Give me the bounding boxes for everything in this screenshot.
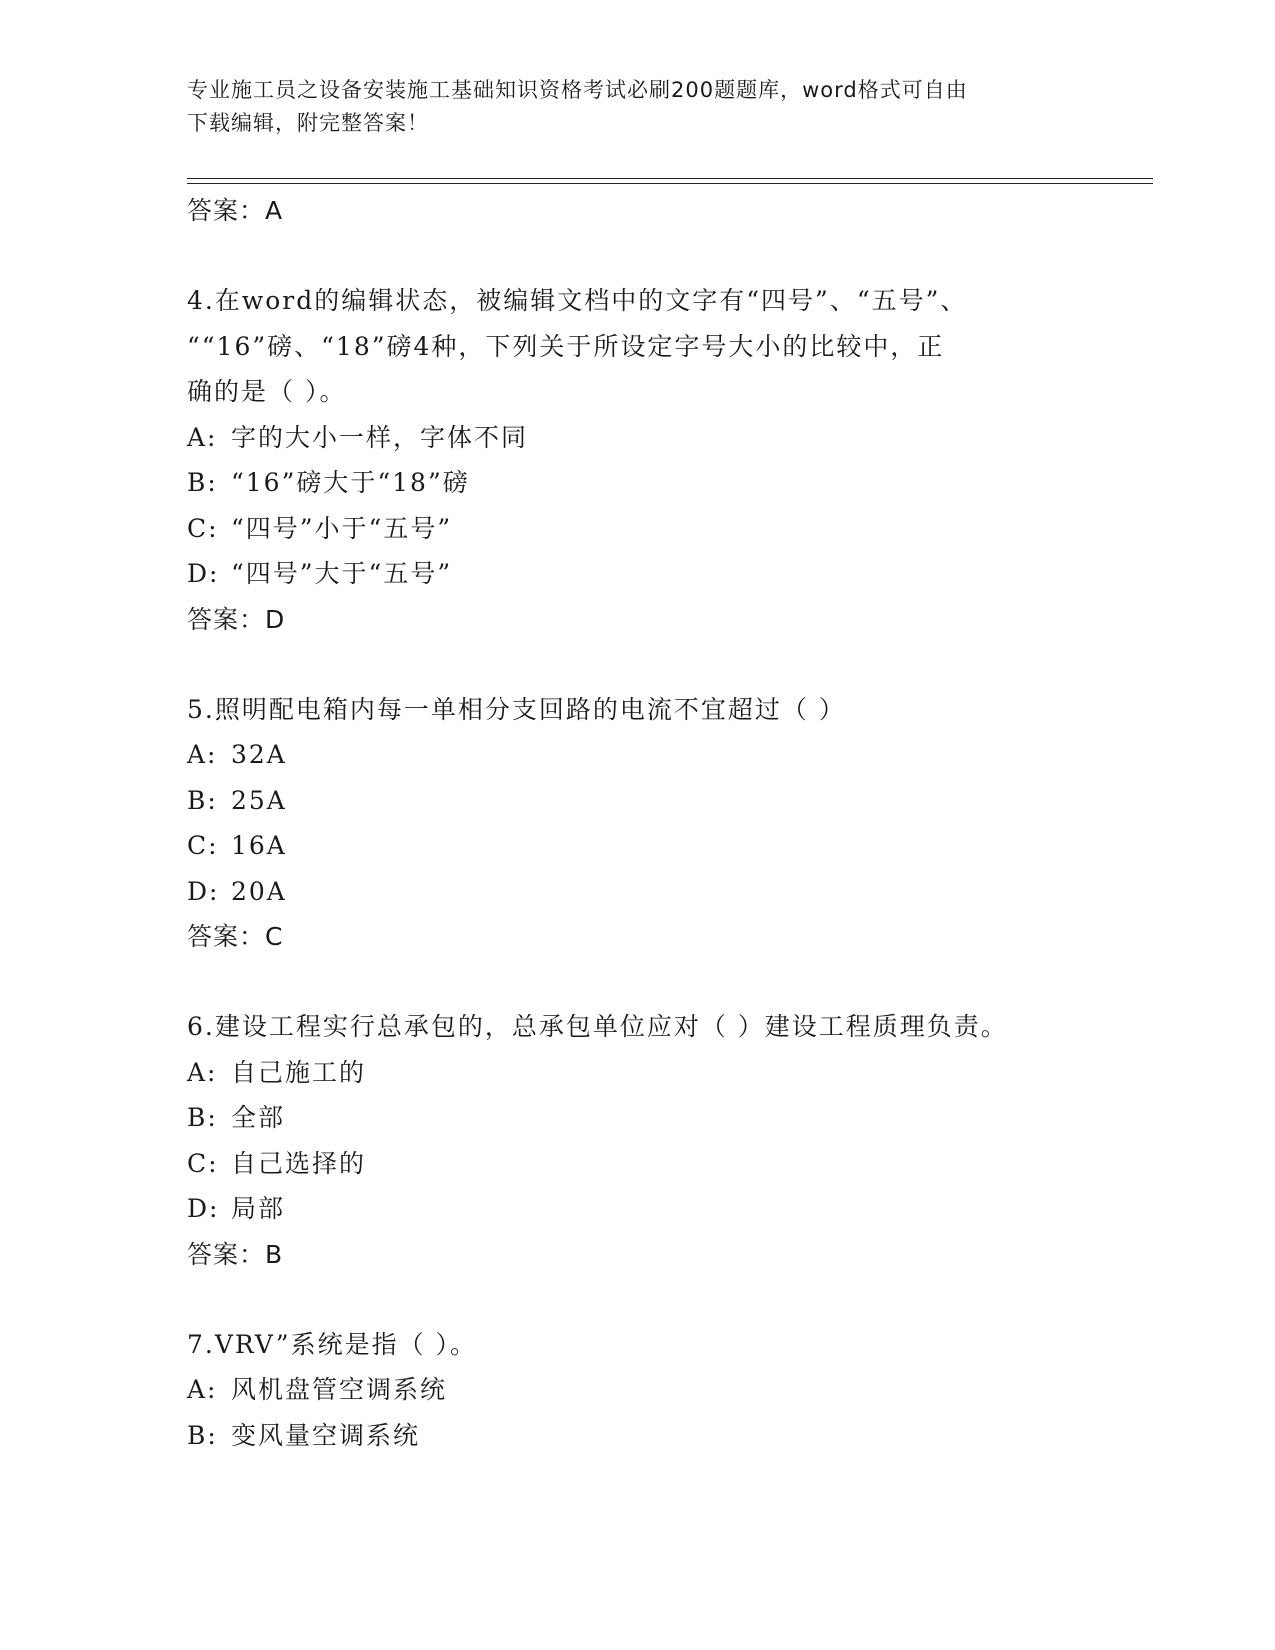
question-line: 4.在word的编辑状态，被编辑文档中的文字有“四号”、“五号”、 [187,286,968,315]
option-b [187,1413,1067,1459]
spacer [187,1277,1067,1322]
question-stem [187,278,1047,415]
option-text: 全部 [231,1103,286,1132]
option-c [187,823,1067,869]
option-text: 20A [231,876,287,906]
question-line: ““16”磅、“18”磅4种，下列关于所设定字号大小的比较中，正 [187,331,945,361]
option-letter: C: [187,831,219,860]
option-text: 局部 [231,1194,286,1223]
option-letter: B: [187,1103,218,1132]
option-text: 自己选择的 [231,1148,367,1178]
option-text: 16A [231,831,287,860]
answer: 答案：B [187,1239,284,1269]
option-text: “四号”小于“五号” [231,513,453,543]
question-stem [187,1322,1047,1368]
header-divider-top [187,178,1153,179]
option-text: 变风量空调系统 [231,1420,421,1450]
option-b [187,778,1067,824]
option-text: 风机盘管空调系统 [231,1375,448,1404]
option-a [187,415,1067,461]
option-c [187,1141,1067,1187]
option-d [187,869,1067,915]
question-line: 6.建设工程实行总承包的，总承包单位应对（ ）建设工程质理负责。 [187,1012,1008,1041]
answer: 答案：D [187,604,286,634]
spacer [187,642,1067,687]
option-a [187,732,1067,778]
option-letter: A: [187,422,218,452]
question-stem [187,1004,1047,1050]
document-body [187,188,1067,1458]
option-letter: D: [187,559,220,588]
option-letter: D: [187,1194,220,1223]
option-b [187,460,1067,506]
option-letter: A: [187,1057,218,1087]
option-b [187,1095,1067,1141]
header-line-2: 下载编辑，附完整答案！ [187,111,429,135]
option-letter: B: [187,468,218,497]
previous-answer: 答案：A [187,196,284,225]
question-line: 确的是（ ）。 [187,377,347,406]
option-c [187,506,1067,552]
question-line: 5.照明配电箱内每一单相分支回路的电流不宜超过（ ） [187,694,846,724]
option-a [187,1367,1067,1413]
document-header [187,74,1067,140]
option-d [187,1186,1067,1232]
option-letter: C: [187,1148,219,1178]
option-text: “16”磅大于“18”磅 [231,468,470,497]
question-block [187,1004,1067,1277]
header-divider-bottom [187,183,1153,184]
answer: 答案：C [187,922,284,951]
option-letter: C: [187,513,219,543]
option-text: 25A [231,785,287,815]
question-line: 7.VRV”系统是指（ ）。 [187,1329,478,1359]
option-letter: B: [187,1420,218,1450]
option-letter: A: [187,1375,218,1404]
option-letter: D: [187,876,220,906]
option-text: 自己施工的 [231,1057,367,1087]
option-text: 字的大小一样，字体不同 [231,422,529,452]
option-letter: A: [187,740,218,769]
spacer [187,233,1067,278]
option-a [187,1050,1067,1096]
question-block [187,687,1067,960]
option-text: 32A [231,740,287,769]
option-letter: B: [187,785,218,815]
header-line-1: 专业施工员之设备安装施工基础知识资格考试必刷200题题库，word格式可自由 [187,78,968,102]
option-text: “四号”大于“五号” [231,559,453,588]
question-block [187,278,1067,642]
question-block [187,1322,1067,1459]
question-stem [187,687,1047,733]
option-d [187,551,1067,597]
spacer [187,959,1067,1004]
